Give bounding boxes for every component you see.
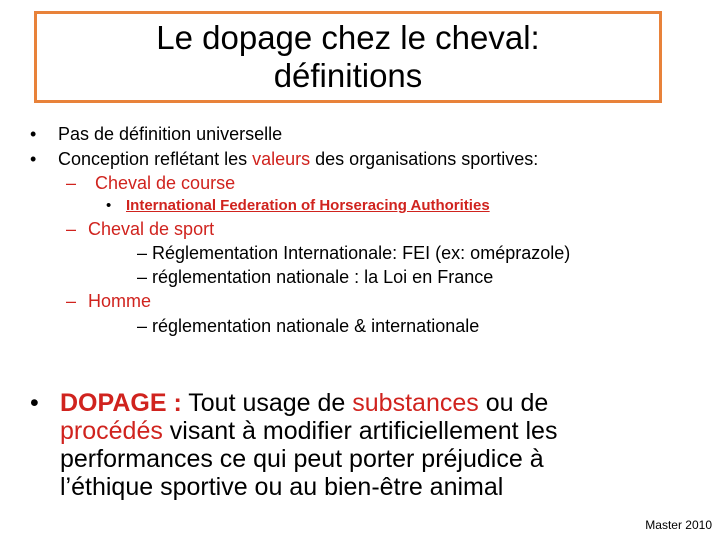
sub-bullet-text: Homme [88,291,152,311]
sub-bullet-course [66,172,236,194]
text-part: Tout usage de [181,389,353,417]
bullet-text [58,148,538,170]
bullet-no-universal-definition [30,123,283,145]
highlight-valeurs: valeurs [252,149,311,169]
sport-regulation-international [137,242,570,264]
bullet-dot: • [30,124,37,144]
bullet-dot: • [106,197,112,214]
homme-regulation [137,315,479,337]
dash: – [66,219,77,239]
text-part: des organisations sportives: [310,149,539,169]
text-part: ou de [478,389,549,417]
sub-bullet-text: Cheval de course [95,173,236,193]
sub-sub-bullet-ifha [106,197,490,215]
definition-line-4: l’éthique sportive ou au bien-être animal [60,473,504,501]
sub-bullet-homme [66,290,152,312]
text-part: visant à modifier artificiellement les [162,417,558,445]
dash: – [66,291,77,311]
slide-title-line-1: Le dopage chez le cheval: [156,19,540,56]
ifha-text: International Federation of Horseracing Authorities [126,197,490,214]
definition-line-3: performances ce qui peut porter préjudice à [60,445,544,473]
dash: – [66,173,77,193]
bullet-text: Pas de définition universelle [58,124,283,144]
definition-line-2 [60,417,557,445]
regulation-text: – Réglementation Internationale: FEI (ex: oméprazole) [137,243,571,263]
highlight-procedes: procédés [60,417,163,445]
sub-bullet-sport [66,218,215,240]
slide-title-line-2: définitions [273,57,423,94]
sub-bullet-text: Cheval de sport [88,219,215,239]
regulation-text: – réglementation nationale & internationale [137,316,480,336]
title-box [34,11,662,103]
text-part: Conception reflétant les [58,149,253,169]
footer-label: Master 2010 [645,518,712,532]
definition-line-1 [60,389,548,417]
bullet-conception [30,148,539,170]
dopage-label: DOPAGE : [60,389,182,417]
regulation-text: – réglementation nationale : la Loi en France [137,267,494,287]
highlight-substances: substances [352,389,479,417]
sport-regulation-national [137,266,493,288]
bullet-dot: • [30,389,39,417]
bullet-dot: • [30,149,37,169]
